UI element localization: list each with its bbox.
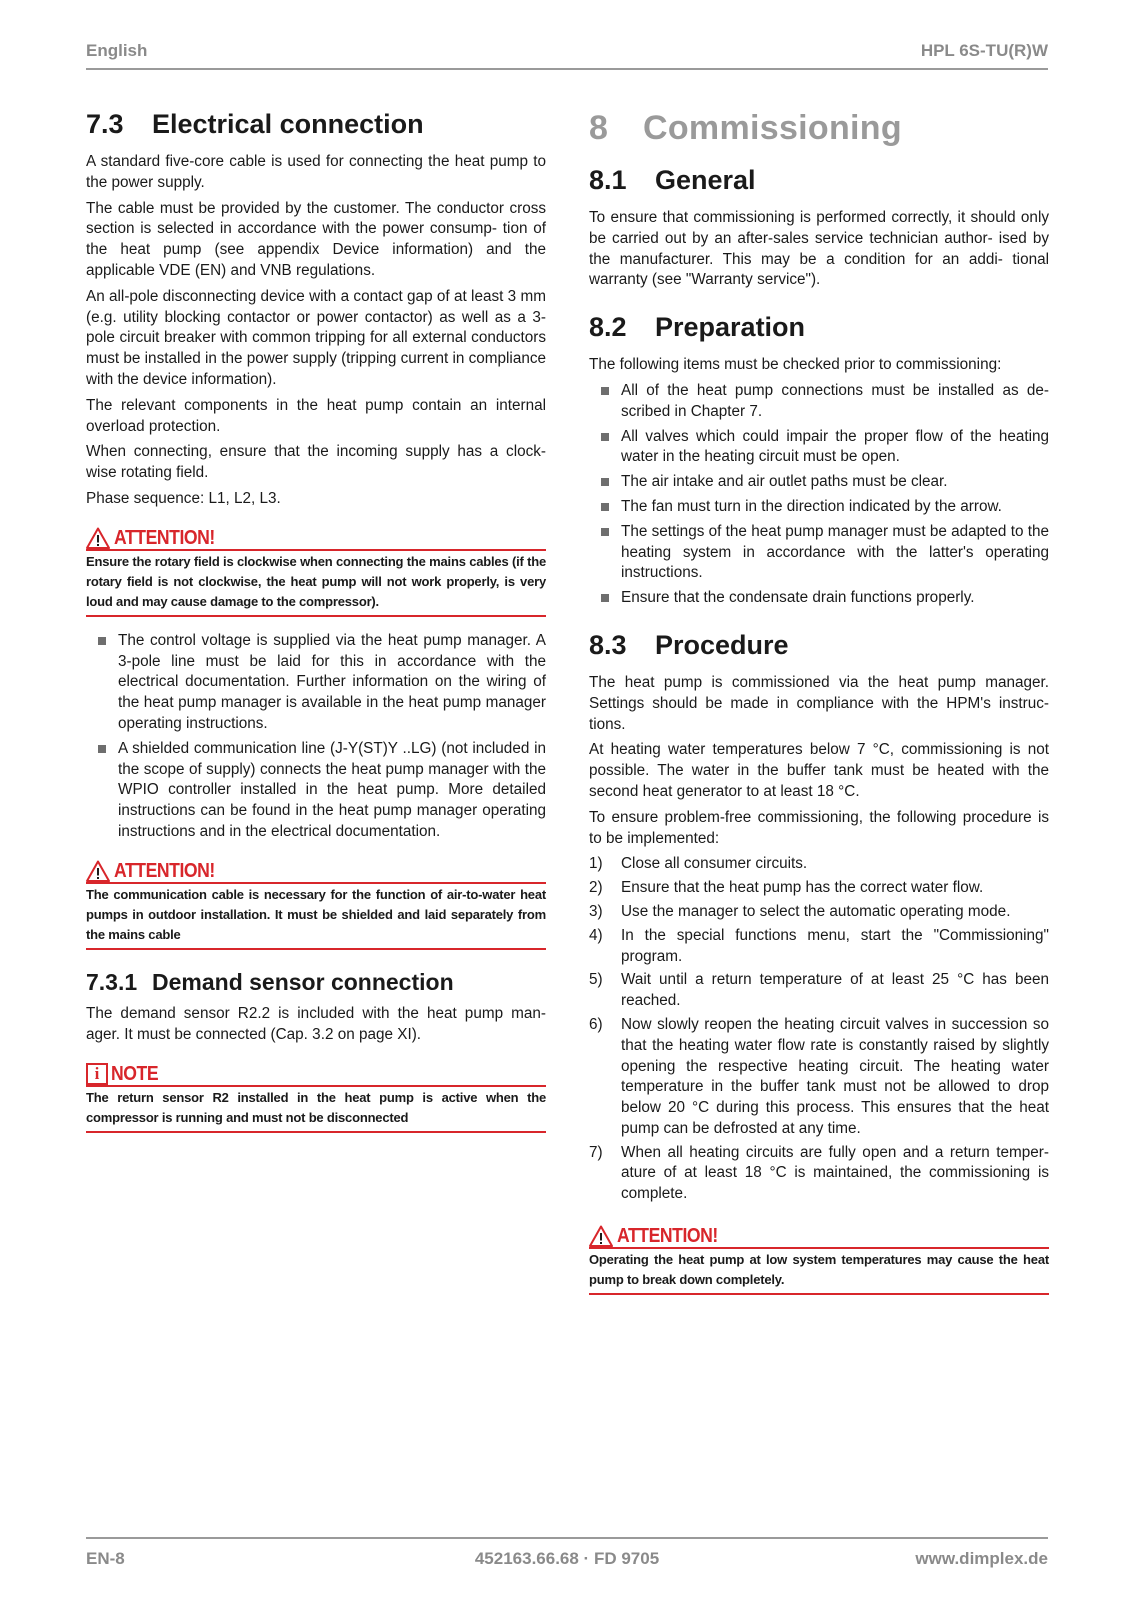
bullet-list (589, 381, 1049, 609)
section-8-2-heading (589, 311, 1049, 343)
paragraph: An all-pole disconnecting device with a contact gap of at least 3 mm (e.g. utility blocking contactor or power contactor) as well as a 3-pole circuit breaker with common tripping for all external conductors must be installed in the power supply (tripping current in compliance with the device information). (86, 287, 546, 388)
list-item: The fan must turn in the direction indicated by the arrow. (589, 497, 1049, 518)
paragraph: The heat pump is commissioned via the heat pump manager. Settings should be made in compliance with the HPM's instruc- tions. (589, 673, 1049, 733)
note-header (86, 1061, 546, 1087)
section-number: 8.3 (589, 629, 627, 660)
step-item (589, 902, 1049, 923)
paragraph: A standard five-core cable is used for connecting the heat pump to the power supply. (86, 153, 546, 191)
page-header (86, 40, 1048, 70)
paragraph: When connecting, ensure that the incoming supply has a clock- wise rotating field. (86, 443, 546, 482)
section-title: Electrical connection (152, 109, 424, 139)
attention-text: The communication cable is necessary for the function of air-to-water heat pumps in outdoor installation. It must be shielded and laid separately from the mains cable (86, 884, 546, 950)
step-number: 2) (589, 879, 603, 897)
paragraph: To ensure that commissioning is performed correctly, it should only be carried out by an after-sales service technician author- ised by the manufacturer. This may be a condition for an addi- tional warranty (see "Warranty service"). (589, 209, 1049, 289)
attention-header (86, 858, 546, 884)
step-item (589, 878, 1049, 899)
chapter-number: 8 (589, 109, 609, 147)
list-item: All of the heat pump connections must be installed as de- scribed in Chapter 7. (589, 381, 1049, 423)
paragraph: The cable must be provided by the customer. The conductor cross section is selected in accordance with the power consump- tion of the heat pump (see appendix Device information) and the applicable VDE (EN) and VNB regulations. (86, 199, 546, 279)
attention-box (86, 525, 546, 617)
section-number: 8.2 (589, 312, 627, 343)
note-label: NOTE (111, 1063, 159, 1086)
step-item (589, 854, 1049, 875)
paragraph: To ensure problem-free commissioning, the following procedure is to be implemented: (589, 808, 1049, 847)
footer-doc-number: 452163.66.68 · FD 9705 (474, 1549, 660, 1568)
section-7-3-1-heading (86, 968, 546, 996)
paragraph: At heating water temperatures below 7 °C, commissioning is not possible. The water in the buffer tank must be heated with the second heat generator to at least 18 °C. (589, 741, 1049, 800)
footer-website-link[interactable]: www.dimplex.de (915, 1549, 1048, 1568)
attention-header (589, 1223, 1049, 1249)
section-number: 8.1 (589, 165, 627, 195)
step-text: Ensure that the heat pump has the correct water flow. (621, 879, 984, 897)
section-title: Demand sensor connection (152, 968, 454, 995)
step-text: Now slowly reopen the heating circuit valves in succession so that the heating water flow rate is constantly raised by slightly opening the respective heating circuit. The heating water temperature in the buffer tank must not be allowed to drop below 20 °C during this process. This ensures that the heat pump can be defrosted at any time. (621, 1015, 1049, 1137)
warning-triangle-icon (589, 1225, 613, 1247)
step-item (589, 1015, 1049, 1140)
step-number: 5) (589, 971, 603, 989)
step-item (589, 970, 1049, 1012)
section-title: Preparation (655, 312, 806, 343)
warning-triangle-icon (86, 860, 110, 882)
list-item: A shielded communication line (J-Y(ST)Y ..LG) (not included in the scope of supply) connects the heat pump manager with the WPIO controller installed in the heat pump. More detailed instructions can be found in the heat pump manager operating instructions and in the electrical documentation. (86, 739, 546, 843)
step-text: When all heating circuits are fully open and a return temper- ature of at least 18 °C is maintained, the commissioning is complete. (621, 1143, 1049, 1203)
note-text: The return sensor R2 installed in the heat pump is active when the compressor is running and must not be disconnected (86, 1087, 546, 1133)
attention-label: ATTENTION! (114, 859, 215, 882)
footer-page-number: EN-8 (86, 1549, 125, 1568)
section-title: General (655, 165, 756, 195)
attention-box (589, 1223, 1049, 1295)
list-item: All valves which could impair the proper flow of the heating water in the heating circuit must be open. (589, 427, 1049, 469)
step-number: 4) (589, 926, 603, 944)
attention-text: Operating the heat pump at low system temperatures may cause the heat pump to break down completely. (589, 1249, 1049, 1295)
section-number: 7.3.1 (86, 968, 138, 995)
section-8-1-heading (589, 164, 1049, 196)
paragraph: The relevant components in the heat pump contain an internal overload protection. (86, 396, 546, 435)
chapter-8-heading (589, 108, 1049, 148)
section-number: 7.3 (86, 109, 124, 139)
step-text: Close all consumer circuits. (621, 855, 808, 873)
header-model: HPL 6S-TU(R)W (920, 41, 1048, 60)
chapter-title: Commissioning (643, 109, 902, 147)
step-number: 6) (589, 1015, 603, 1033)
step-item (589, 926, 1049, 968)
attention-text: Ensure the rotary field is clockwise when connecting the mains cables (if the rotary field is not clockwise, the heat pump will not work properly, is very loud and may cause damage to the compressor). (86, 551, 546, 617)
attention-header (86, 525, 546, 551)
info-icon: i (86, 1063, 108, 1085)
list-item: Ensure that the condensate drain functions properly. (589, 588, 1049, 609)
paragraph: Phase sequence: L1, L2, L3. (86, 489, 281, 507)
list-item: The air intake and air outlet paths must be clear. (589, 472, 1049, 493)
step-text: Wait until a return temperature of at least 25 °C has been reached. (621, 971, 1049, 1010)
section-7-3-heading (86, 108, 546, 140)
attention-label: ATTENTION! (114, 526, 215, 549)
header-language: English (86, 41, 148, 60)
warning-triangle-icon (86, 527, 110, 549)
attention-box (86, 858, 546, 950)
procedure-steps (589, 854, 1049, 1205)
note-box (86, 1061, 546, 1133)
step-text: Use the manager to select the automatic operating mode. (621, 902, 1011, 920)
step-number: 3) (589, 902, 603, 920)
list-item: The control voltage is supplied via the heat pump manager. A 3-pole line must be laid for this in accordance with the electrical documentation. Further information on the wiring of the heat pump manager is available in the heat pump manager operating instructions. (86, 631, 546, 735)
page-footer (86, 1537, 1048, 1577)
step-number: 7) (589, 1143, 603, 1161)
paragraph: The demand sensor R2.2 is included with the heat pump man- ager. It must be connected (Cap. 3.2 on page XI). (86, 1004, 546, 1043)
step-text: In the special functions menu, start the "Commissioning" program. (621, 926, 1049, 965)
bullet-list (86, 631, 546, 843)
attention-label: ATTENTION! (617, 1225, 718, 1248)
step-number: 1) (589, 855, 603, 873)
step-item (589, 1143, 1049, 1205)
list-item: The settings of the heat pump manager must be adapted to the heating system in accordance with the latter's operating instructions. (589, 522, 1049, 584)
left-column (86, 108, 546, 1147)
right-column (589, 108, 1049, 1309)
paragraph: The following items must be checked prior to commissioning: (589, 356, 1002, 374)
section-8-3-heading (589, 629, 1049, 661)
section-title: Procedure (655, 629, 789, 660)
